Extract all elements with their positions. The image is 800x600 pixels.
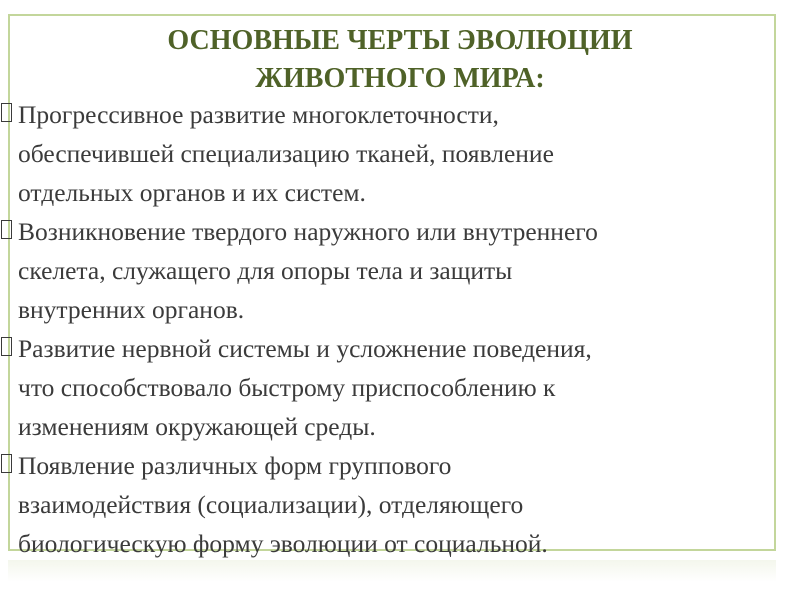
bullet-item (0, 329, 760, 446)
bullet-text-line: изменениям окружающей среды. (18, 412, 376, 441)
bullet-item (0, 212, 760, 329)
slide-title (60, 22, 740, 98)
bullet-list (0, 95, 760, 563)
bullet-text-line: Возникновение твердого наружного или внутреннего (18, 217, 598, 246)
bullet-text-line: что способствовало быстрому приспособлению к (18, 373, 556, 402)
reflection-strip (8, 560, 776, 582)
slide-title-line: ОСНОВНЫЕ ЧЕРТЫ ЭВОЛЮЦИИ (167, 25, 633, 56)
bullet-text-line: Появление различных форм группового (18, 451, 452, 480)
square-bullet-icon (1, 337, 12, 356)
bullet-text-line: внутренних органов. (18, 295, 245, 324)
square-bullet-icon (1, 103, 12, 122)
bullet-text-line: скелета, служащего для опоры тела и защиты (18, 256, 513, 285)
bullet-item (0, 446, 760, 563)
bullet-item (0, 95, 760, 212)
bullet-text-line: обеспечившей специализацию тканей, появление (18, 139, 554, 168)
square-bullet-icon (1, 220, 12, 239)
slide-title-line: ЖИВОТНОГО МИРА: (255, 63, 545, 94)
square-bullet-icon (1, 454, 12, 473)
bullet-text-line: Прогрессивное развитие многоклеточности, (18, 100, 499, 129)
bullet-text-line: взаимодействия (социализации), отделяющего (18, 490, 524, 519)
bullet-text-line: Развитие нервной системы и усложнение поведения, (18, 334, 592, 363)
bullet-text-line: отдельных органов и их систем. (18, 178, 366, 207)
bullet-text-line: биологическую форму эволюции от социальной. (18, 529, 548, 558)
